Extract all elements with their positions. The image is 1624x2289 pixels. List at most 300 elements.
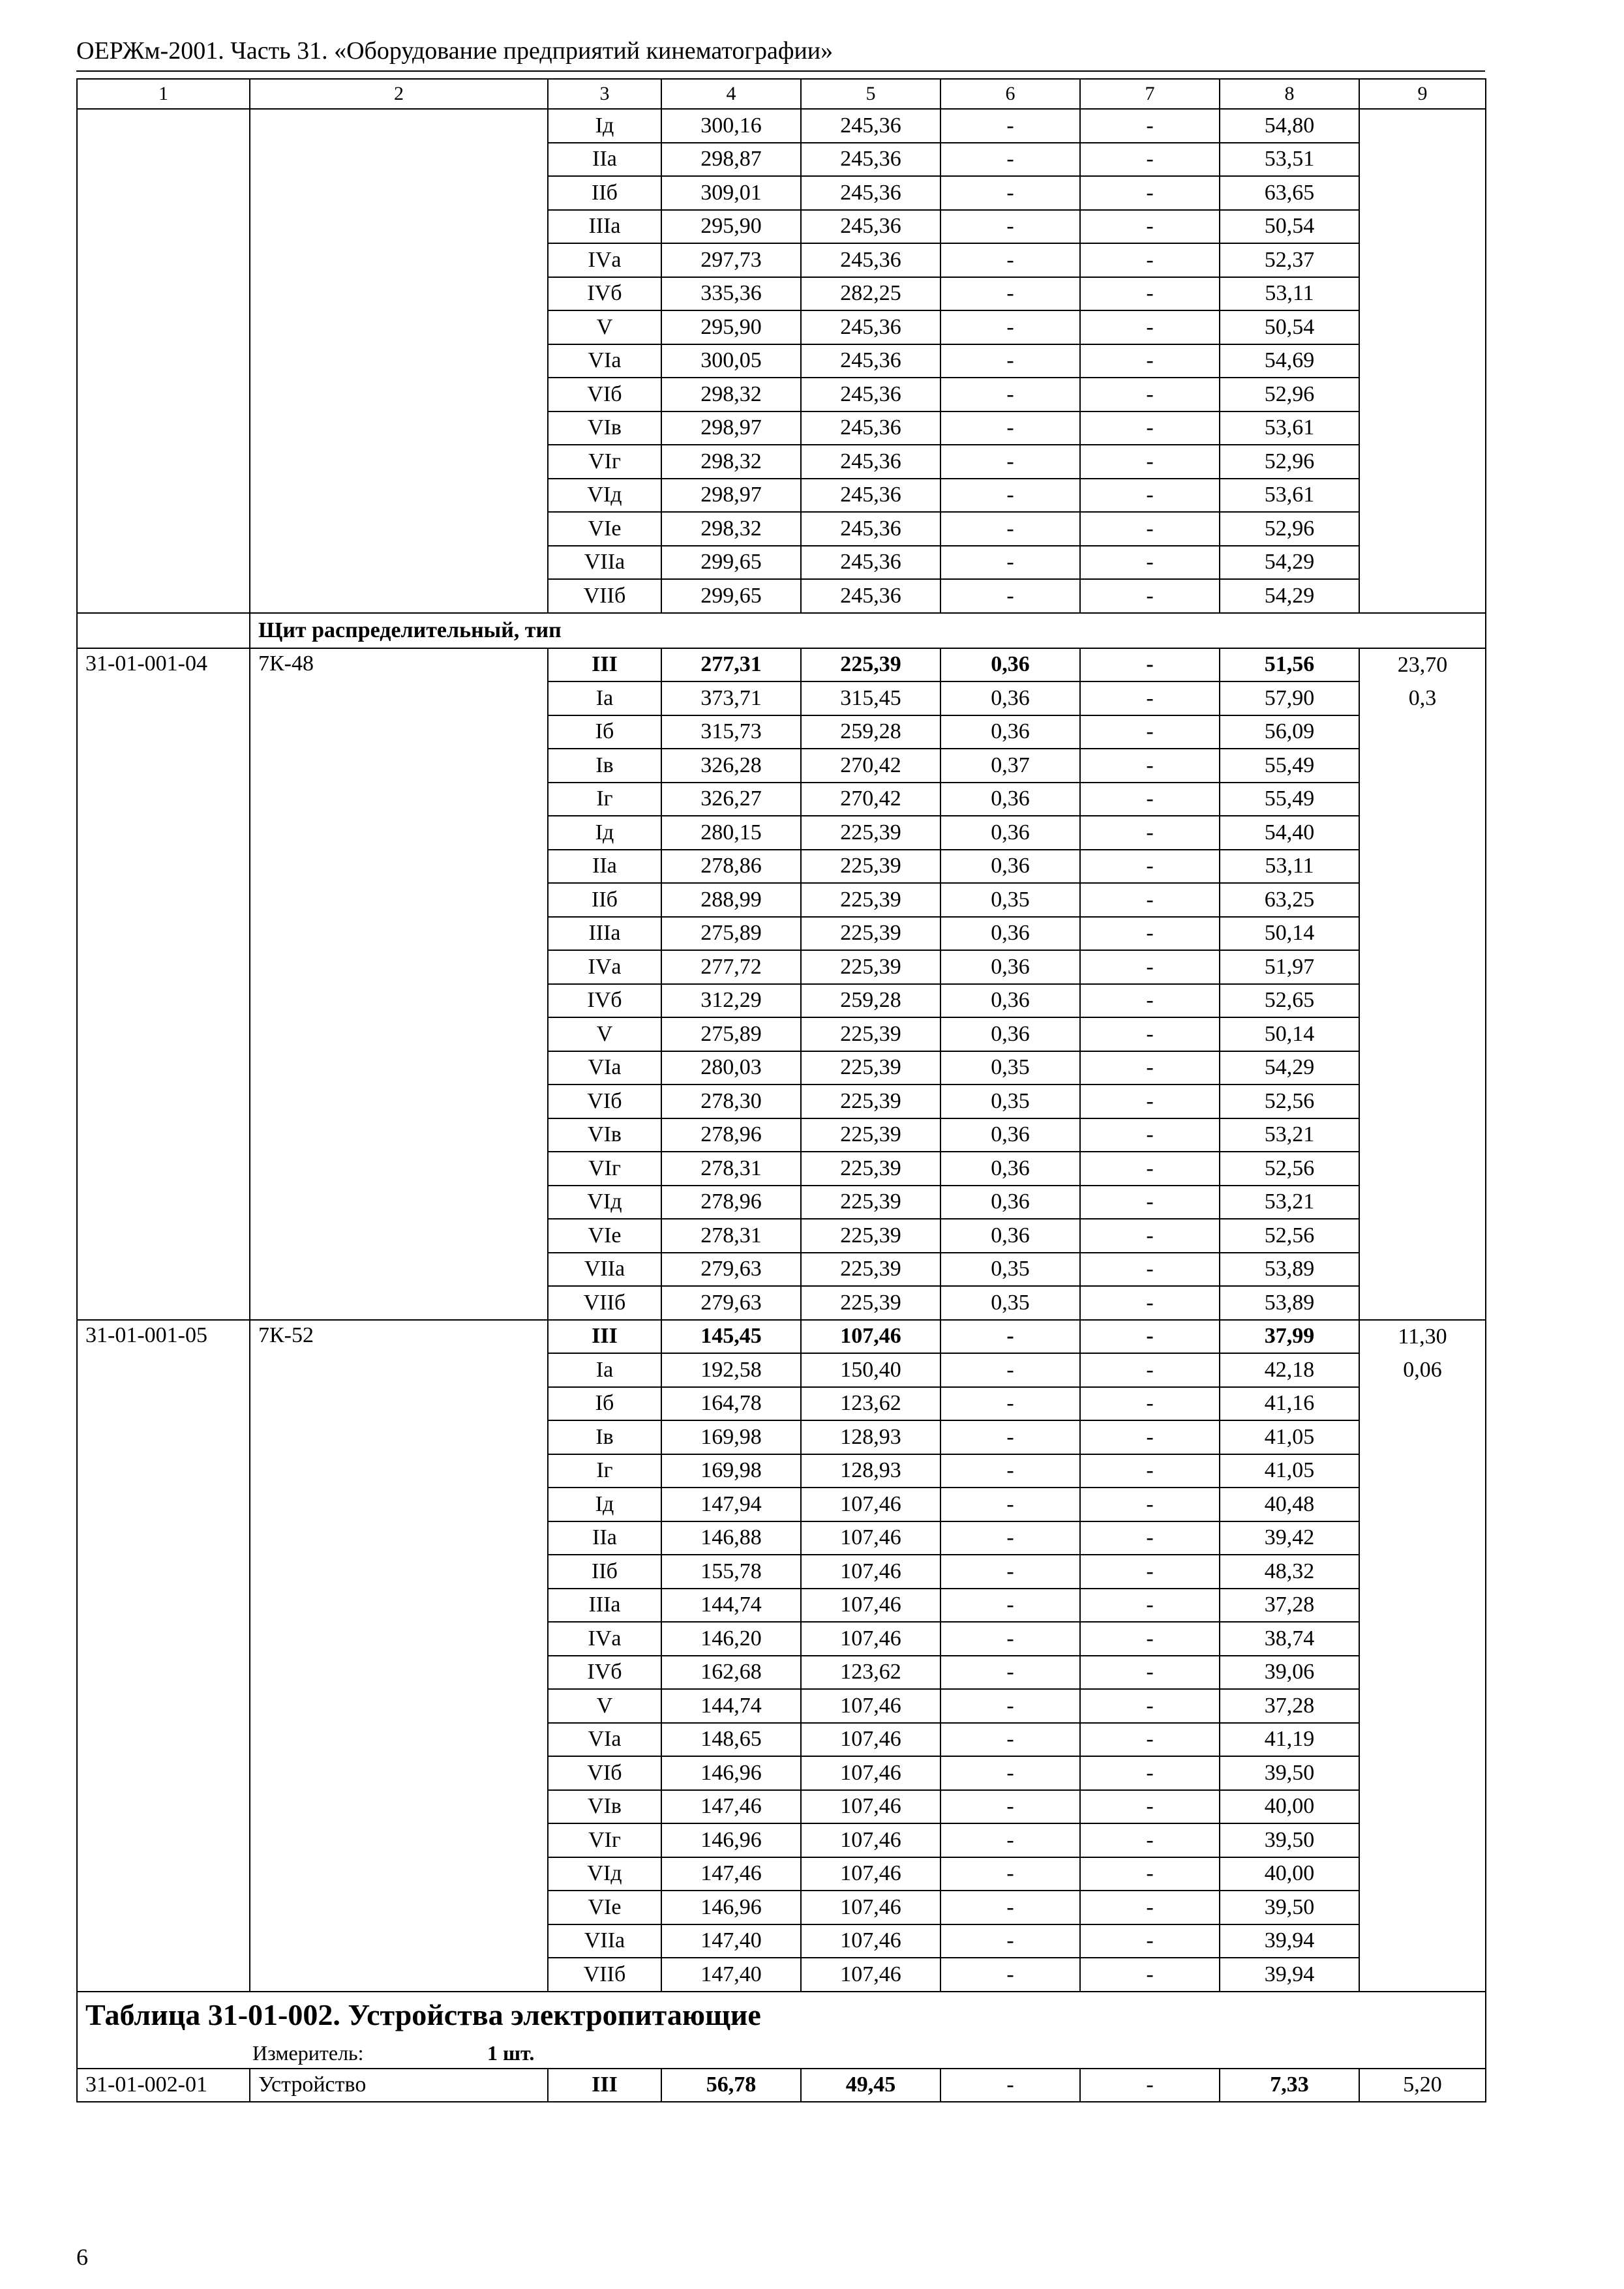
name-cell [250, 1723, 548, 1757]
value-cell: 225,39 [801, 850, 940, 884]
value-cell: 39,06 [1220, 1656, 1359, 1690]
col9-cell [1359, 210, 1486, 244]
name-cell [250, 512, 548, 546]
value-cell: 225,39 [801, 1051, 940, 1085]
table-row [77, 512, 1486, 546]
value-cell: IIIа [548, 917, 661, 951]
code-cell [77, 816, 250, 850]
value-cell: - [940, 411, 1080, 445]
code-cell [77, 579, 250, 613]
name-cell [250, 749, 548, 783]
value-cell: VIб [548, 378, 661, 411]
col9-cell [1359, 1823, 1486, 1857]
col9-cell [1359, 1521, 1486, 1555]
name-cell [250, 984, 548, 1018]
main-rate-row [77, 648, 1486, 682]
table-row [77, 1488, 1486, 1521]
value-cell: 40,00 [1220, 1790, 1359, 1824]
measure-row [77, 2038, 1486, 2069]
table-row [77, 715, 1486, 749]
value-cell: 63,25 [1220, 883, 1359, 917]
column-number: 1 [77, 79, 250, 109]
code-cell [77, 1152, 250, 1186]
value-cell: Iа [548, 1353, 661, 1387]
value-cell: VIг [548, 1152, 661, 1186]
value-cell: 107,46 [801, 1622, 940, 1656]
value-cell: 299,65 [661, 546, 801, 580]
table-row [77, 783, 1486, 816]
value-cell: 225,39 [801, 816, 940, 850]
name-cell [250, 1689, 548, 1723]
value-cell: - [1080, 1823, 1220, 1857]
name-cell [250, 1924, 548, 1958]
value-cell: 53,11 [1220, 277, 1359, 311]
col9-cell [1359, 1488, 1486, 1521]
value-cell: - [940, 1756, 1080, 1790]
value-cell: Iв [548, 749, 661, 783]
col9-cell [1359, 243, 1486, 277]
value-cell: Iв [548, 1420, 661, 1454]
code-cell [77, 883, 250, 917]
name-cell [250, 681, 548, 715]
value-cell: 225,39 [801, 1253, 940, 1287]
value-cell: - [940, 1387, 1080, 1421]
value-cell: 107,46 [801, 1891, 940, 1924]
rates-table-body [77, 79, 1486, 2102]
table-row [77, 1891, 1486, 1924]
code-cell [77, 344, 250, 378]
measure-cell [77, 2038, 1486, 2069]
value-cell: 41,05 [1220, 1454, 1359, 1488]
value-cell: 53,11 [1220, 850, 1359, 884]
value-cell: 298,32 [661, 445, 801, 479]
col9-cell [1359, 344, 1486, 378]
table-title: Таблица 31-01-002. Устройства электропитающие [77, 1992, 1486, 2038]
column-number: 2 [250, 79, 548, 109]
name-cell [250, 1387, 548, 1421]
value-cell: - [1080, 1454, 1220, 1488]
value-cell: - [1080, 749, 1220, 783]
table-row [77, 1790, 1486, 1824]
table-row [77, 1353, 1486, 1387]
value-cell: 245,36 [801, 512, 940, 546]
value-cell: 54,80 [1220, 109, 1359, 143]
table-row [77, 1454, 1486, 1488]
name-cell [250, 579, 548, 613]
table-row [77, 344, 1486, 378]
name-cell [250, 715, 548, 749]
name-cell [250, 1286, 548, 1320]
value-cell: - [940, 310, 1080, 344]
value-cell: VIIб [548, 1958, 661, 1992]
value-cell: 0,36 [940, 850, 1080, 884]
value-cell: 0,36 [940, 1017, 1080, 1051]
value-cell: 53,61 [1220, 411, 1359, 445]
value-cell: - [1080, 917, 1220, 951]
value-cell: 41,19 [1220, 1723, 1359, 1757]
table-row [77, 749, 1486, 783]
value-cell: 245,36 [801, 546, 940, 580]
name-cell [250, 1118, 548, 1152]
value-cell: 300,16 [661, 109, 801, 143]
value-cell: 259,28 [801, 984, 940, 1018]
value-cell: 107,46 [801, 1589, 940, 1623]
table-row [77, 1186, 1486, 1219]
value-cell: - [1080, 2069, 1220, 2102]
value-cell: - [1080, 210, 1220, 244]
code-cell [77, 1118, 250, 1152]
name-cell [250, 1622, 548, 1656]
table2-row [77, 2069, 1486, 2102]
value-cell: 146,96 [661, 1891, 801, 1924]
value-cell: 147,46 [661, 1857, 801, 1891]
value-cell: - [1080, 512, 1220, 546]
value-cell: IIа [548, 1521, 661, 1555]
table-row [77, 1387, 1486, 1421]
value-cell: - [1080, 783, 1220, 816]
value-cell: - [1080, 1756, 1220, 1790]
value-cell: 300,05 [661, 344, 801, 378]
value-cell: 164,78 [661, 1387, 801, 1421]
value-cell: 277,72 [661, 950, 801, 984]
name-cell [250, 176, 548, 210]
value-cell: 315,73 [661, 715, 801, 749]
table-row [77, 143, 1486, 177]
table-row [77, 546, 1486, 580]
code-cell [77, 1353, 250, 1387]
value-cell: - [1080, 1622, 1220, 1656]
value-cell: - [1080, 1152, 1220, 1186]
value-cell: 63,65 [1220, 176, 1359, 210]
table-row [77, 445, 1486, 479]
col9-cell [1359, 1656, 1486, 1690]
value-cell: - [1080, 1253, 1220, 1287]
value-cell: 279,63 [661, 1253, 801, 1287]
value-cell: - [1080, 1689, 1220, 1723]
table-row [77, 816, 1486, 850]
table-row [77, 1219, 1486, 1253]
value-cell: - [940, 1891, 1080, 1924]
name-cell [250, 783, 548, 816]
value-cell: 56,09 [1220, 715, 1359, 749]
page-number: 6 [76, 2244, 88, 2270]
value-cell: - [1080, 1521, 1220, 1555]
value-cell: 0,36 [940, 715, 1080, 749]
value-cell: III [548, 1320, 661, 1354]
value-cell: 54,29 [1220, 579, 1359, 613]
code-cell [77, 143, 250, 177]
value-cell: 0,35 [940, 1085, 1080, 1118]
value-cell: 107,46 [801, 1857, 940, 1891]
column-number: 9 [1359, 79, 1486, 109]
col9-cell [1359, 1589, 1486, 1623]
value-cell: 41,05 [1220, 1420, 1359, 1454]
value-cell: 0,36 [940, 648, 1080, 682]
value-cell: 315,45 [801, 681, 940, 715]
col9-cell [1359, 1622, 1486, 1656]
value-cell: 146,88 [661, 1521, 801, 1555]
name-cell [250, 883, 548, 917]
value-cell: - [940, 1723, 1080, 1757]
value-cell: 245,36 [801, 143, 940, 177]
code-cell [77, 1756, 250, 1790]
value-cell: - [940, 512, 1080, 546]
code-cell [77, 109, 250, 143]
value-cell: 107,46 [801, 1790, 940, 1824]
column-number: 8 [1220, 79, 1359, 109]
value-cell: - [940, 143, 1080, 177]
value-cell: 50,54 [1220, 310, 1359, 344]
value-cell: 146,20 [661, 1622, 801, 1656]
table-row [77, 1823, 1486, 1857]
value-cell: 50,54 [1220, 210, 1359, 244]
col9-cell [1359, 1756, 1486, 1790]
value-cell: 145,45 [661, 1320, 801, 1354]
value-cell: - [1080, 1017, 1220, 1051]
code-cell [77, 310, 250, 344]
col9-cell [1359, 984, 1486, 1018]
value-cell: 312,29 [661, 984, 801, 1018]
name-cell [250, 1420, 548, 1454]
column-number: 6 [940, 79, 1080, 109]
value-cell: VIе [548, 1219, 661, 1253]
value-cell: IIб [548, 176, 661, 210]
name-cell [250, 310, 548, 344]
value-cell: - [1080, 143, 1220, 177]
value-cell: - [940, 579, 1080, 613]
name-cell: 7К-52 [250, 1320, 548, 1354]
value-cell: VIв [548, 1790, 661, 1824]
value-cell: 147,46 [661, 1790, 801, 1824]
name-cell [250, 1790, 548, 1824]
col9-cell [1359, 579, 1486, 613]
code-cell [77, 1017, 250, 1051]
name-cell [250, 1353, 548, 1387]
value-cell: - [1080, 310, 1220, 344]
value-cell: - [1080, 411, 1220, 445]
col9-cell [1359, 1186, 1486, 1219]
value-cell: 107,46 [801, 1689, 940, 1723]
code-cell [77, 1219, 250, 1253]
value-cell: - [940, 1622, 1080, 1656]
value-cell: IVб [548, 1656, 661, 1690]
value-cell: 107,46 [801, 1924, 940, 1958]
value-cell: 0,36 [940, 1186, 1080, 1219]
value-cell: - [1080, 1118, 1220, 1152]
value-cell: 55,49 [1220, 783, 1359, 816]
value-cell: 259,28 [801, 715, 940, 749]
value-cell: 0,35 [940, 1253, 1080, 1287]
name-cell [250, 210, 548, 244]
table-row [77, 883, 1486, 917]
value-cell: IIб [548, 1555, 661, 1589]
value-cell: - [1080, 1555, 1220, 1589]
value-cell: 123,62 [801, 1387, 940, 1421]
col9-cell [1359, 1723, 1486, 1757]
code-cell [77, 1085, 250, 1118]
code-cell [77, 749, 250, 783]
value-cell: 277,31 [661, 648, 801, 682]
value-cell: - [1080, 1723, 1220, 1757]
value-cell: - [1080, 1958, 1220, 1992]
value-cell: - [1080, 850, 1220, 884]
value-cell: - [1080, 984, 1220, 1018]
measure-label: Измеритель: [252, 2041, 364, 2065]
code-cell [77, 1555, 250, 1589]
value-cell: 54,40 [1220, 816, 1359, 850]
value-cell: 7,33 [1220, 2069, 1359, 2102]
col9-cell: 0,06 [1359, 1353, 1486, 1387]
value-cell: 147,40 [661, 1924, 801, 1958]
col9-cell [1359, 546, 1486, 580]
value-cell: 107,46 [801, 1521, 940, 1555]
value-cell: 279,63 [661, 1286, 801, 1320]
table-row [77, 310, 1486, 344]
value-cell: VIе [548, 512, 661, 546]
code-cell [77, 1253, 250, 1287]
code-cell [77, 546, 250, 580]
name-cell [250, 479, 548, 513]
value-cell: - [1080, 479, 1220, 513]
name-cell [250, 1756, 548, 1790]
value-cell: - [940, 1689, 1080, 1723]
code-cell [77, 1454, 250, 1488]
value-cell: VIе [548, 1891, 661, 1924]
value-cell: 309,01 [661, 176, 801, 210]
value-cell: 278,86 [661, 850, 801, 884]
table-row [77, 1656, 1486, 1690]
value-cell: - [940, 378, 1080, 411]
value-cell: 335,36 [661, 277, 801, 311]
table-row [77, 950, 1486, 984]
table-row [77, 1958, 1486, 1992]
value-cell: 270,42 [801, 749, 940, 783]
table-row [77, 210, 1486, 244]
value-cell: - [1080, 950, 1220, 984]
value-cell: 53,89 [1220, 1253, 1359, 1287]
value-cell: 41,16 [1220, 1387, 1359, 1421]
code-cell [77, 783, 250, 816]
value-cell: Iг [548, 1454, 661, 1488]
code-cell [77, 411, 250, 445]
value-cell: 225,39 [801, 1118, 940, 1152]
value-cell: 55,49 [1220, 749, 1359, 783]
main-rate-row [77, 1320, 1486, 1354]
value-cell: 107,46 [801, 1488, 940, 1521]
code-cell [77, 1891, 250, 1924]
value-cell: Iд [548, 816, 661, 850]
value-cell: 0,36 [940, 1118, 1080, 1152]
value-cell: IIIа [548, 210, 661, 244]
code-cell [77, 479, 250, 513]
value-cell: - [940, 479, 1080, 513]
value-cell: 245,36 [801, 344, 940, 378]
value-cell: 245,36 [801, 579, 940, 613]
column-number: 5 [801, 79, 940, 109]
name-cell: Устройство [250, 2069, 548, 2102]
name-cell [250, 1454, 548, 1488]
value-cell: VIIб [548, 579, 661, 613]
value-cell: Iг [548, 783, 661, 816]
value-cell: 52,65 [1220, 984, 1359, 1018]
name-cell [250, 1085, 548, 1118]
value-cell: 162,68 [661, 1656, 801, 1690]
value-cell: - [1080, 1857, 1220, 1891]
value-cell: - [940, 109, 1080, 143]
code-cell: 31-01-002-01 [77, 2069, 250, 2102]
value-cell: 39,94 [1220, 1924, 1359, 1958]
value-cell: 53,21 [1220, 1118, 1359, 1152]
col9-cell [1359, 1958, 1486, 1992]
code-cell [77, 1790, 250, 1824]
column-number: 4 [661, 79, 801, 109]
code-cell [77, 1186, 250, 1219]
value-cell: 107,46 [801, 1958, 940, 1992]
value-cell: 326,27 [661, 783, 801, 816]
name-cell [250, 816, 548, 850]
value-cell: 0,36 [940, 1219, 1080, 1253]
value-cell: 52,56 [1220, 1085, 1359, 1118]
table-row [77, 681, 1486, 715]
value-cell: 54,69 [1220, 344, 1359, 378]
col9-cell [1359, 1253, 1486, 1287]
value-cell: IVа [548, 950, 661, 984]
value-cell: VIа [548, 344, 661, 378]
value-cell: - [940, 1823, 1080, 1857]
table-row [77, 1420, 1486, 1454]
value-cell: 52,37 [1220, 243, 1359, 277]
col9-cell [1359, 1118, 1486, 1152]
value-cell: 295,90 [661, 310, 801, 344]
value-cell: 278,31 [661, 1219, 801, 1253]
value-cell: 128,93 [801, 1420, 940, 1454]
value-cell: 280,03 [661, 1051, 801, 1085]
value-cell: 53,51 [1220, 143, 1359, 177]
value-cell: - [1080, 1420, 1220, 1454]
value-cell: - [1080, 445, 1220, 479]
value-cell: 56,78 [661, 2069, 801, 2102]
value-cell: 37,99 [1220, 1320, 1359, 1354]
value-cell: 147,94 [661, 1488, 801, 1521]
value-cell: Iб [548, 1387, 661, 1421]
value-cell: 53,61 [1220, 479, 1359, 513]
column-number: 7 [1080, 79, 1220, 109]
value-cell: 40,00 [1220, 1857, 1359, 1891]
value-cell: 0,36 [940, 1152, 1080, 1186]
value-cell: 280,15 [661, 816, 801, 850]
name-cell [250, 1555, 548, 1589]
value-cell: 52,56 [1220, 1219, 1359, 1253]
code-cell [77, 1488, 250, 1521]
code-cell [77, 1689, 250, 1723]
value-cell: - [1080, 1924, 1220, 1958]
value-cell: 326,28 [661, 749, 801, 783]
value-cell: - [1080, 1320, 1220, 1354]
value-cell: 278,31 [661, 1152, 801, 1186]
value-cell: IIа [548, 850, 661, 884]
value-cell: - [940, 210, 1080, 244]
value-cell: VIIа [548, 546, 661, 580]
col9-cell [1359, 749, 1486, 783]
table-row [77, 917, 1486, 951]
table-row [77, 411, 1486, 445]
value-cell: 245,36 [801, 109, 940, 143]
value-cell: 128,93 [801, 1454, 940, 1488]
value-cell: - [1080, 1286, 1220, 1320]
name-cell [250, 1219, 548, 1253]
value-cell: VIIа [548, 1253, 661, 1287]
value-cell: 0,36 [940, 783, 1080, 816]
